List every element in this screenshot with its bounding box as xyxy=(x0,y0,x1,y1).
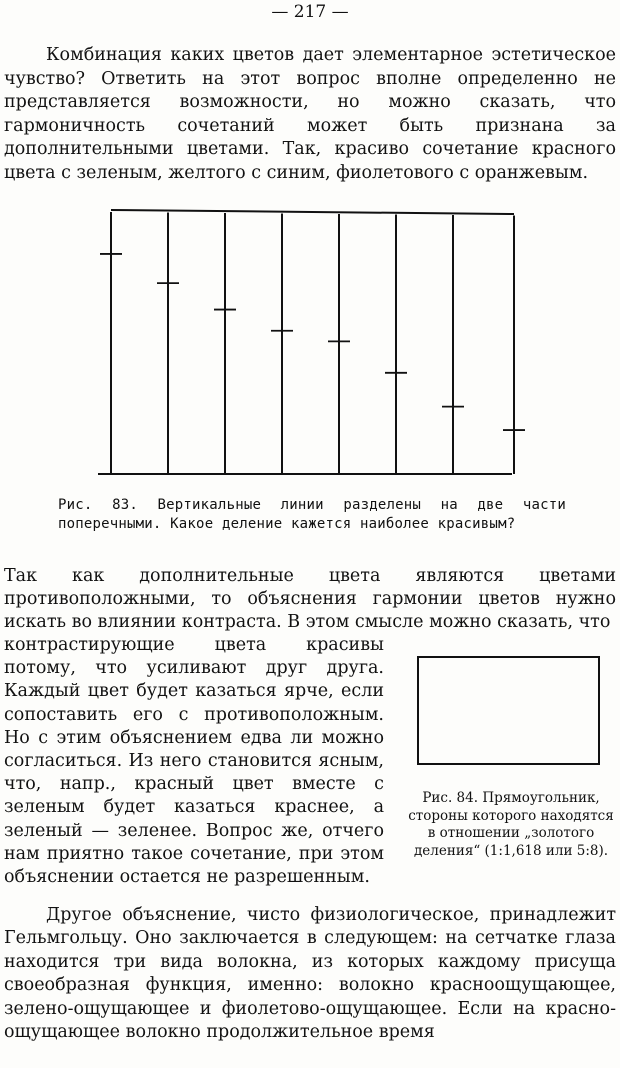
paragraph-color-combinations: Комбинация каких цветов дает элементарное эстетическое чувство? Ответить на этот вопрос вполне определенно не представляется возможности, но можно сказать, что гармоничность сочетаний может быть признана за дополнительными цветами. Так, красиво сочетание красного цвета с зеленым, желтого с синим, фиолетового с оранжевым. xyxy=(4,45,616,183)
figure-83-vertical-lines xyxy=(96,206,526,484)
paragraph-contrast-wrapped: контрастирующие цвета красивы потому, что усиливают друг друга. Каждый цвет будет казаться ярче, если сопоставить его с противоположным. Но с этим объяснением едва ли можно согласиться. Из него становится ясным, что, напр., красный цвет вместе с зеленым будет казаться краснее, а зеленый — зеленее. Вопрос же, отчего нам приятно такое сочетание, при этом объяснении остается не разрешенным. xyxy=(4,635,384,888)
paragraph-contrast-full-width: Так как дополнительные цвета являются цветами противоположными, то объяснения гармонии цветов нужно искать во влиянии контраста. В этом смысле можно сказать, что xyxy=(4,566,616,633)
paragraph-helmholtz: Другое объяснение, чисто физиологическое, принадлежит Гельмгольцу. Оно заключается в следующем: на сетчатке глаза находится три вида волокна, из которых каждому присуща своеобразная функция, именно: волокно красноощущающее, зелено-ощущающее и фиолетово-ощущающее. Если на красно-ощущающее волокно продолжительное время xyxy=(4,905,616,1043)
figure-84-golden-rectangle xyxy=(417,656,600,765)
fig83-line-group xyxy=(100,212,525,474)
figure-83-caption: Рис. 83. Вертикальные линии разделены на две части поперечными. Какое деление кажется наиболее красивым? xyxy=(58,497,566,532)
page-number: — 217 — xyxy=(271,2,349,22)
figure-84-caption: Рис. 84. Прямоугольник, стороны которого находятся в отношении „золотого деления“ (1:1,618 или 5:8). xyxy=(408,790,614,859)
fig83-top-border xyxy=(111,210,514,214)
